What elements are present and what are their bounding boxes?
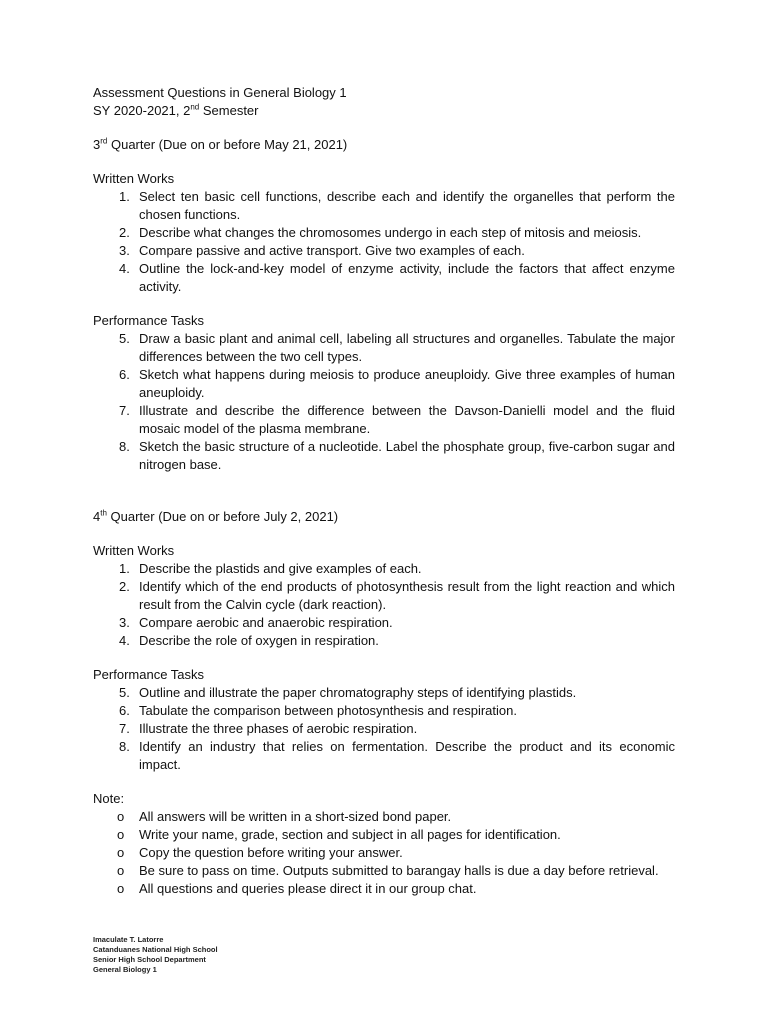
list-item — [93, 366, 675, 402]
item-number: 1. — [119, 561, 130, 576]
q4-written-works-list — [93, 560, 675, 650]
list-item — [93, 560, 675, 578]
item-text: Describe what changes the chromosomes undergo in each step of mitosis and meiosis. — [139, 225, 642, 240]
q3-performance-tasks-list — [93, 330, 675, 474]
item-text: Outline and illustrate the paper chromatography steps of identifying plastids. — [139, 685, 577, 700]
list-item — [93, 402, 675, 438]
item-text: Compare passive and active transport. Give two examples of each. — [139, 243, 525, 258]
document-page — [93, 84, 675, 898]
item-text: All questions and queries please direct it in our group chat. — [139, 881, 477, 896]
bullet-icon: o — [117, 827, 125, 842]
item-number: 4. — [119, 261, 130, 276]
item-text: Identify which of the end products of photosynthesis result from the light reaction and which result from the Calvin cycle (dark reaction). — [139, 579, 675, 612]
q3-heading-text: Quarter (Due on or before May 21, 2021) — [107, 137, 348, 152]
item-text: Select ten basic cell functions, describe each and identify the organelles that perform the chosen functions. — [139, 189, 675, 222]
item-text: Tabulate the comparison between photosynthesis and respiration. — [139, 703, 517, 718]
list-item — [93, 438, 675, 474]
list-item — [93, 826, 675, 844]
document-title: Assessment Questions in General Biology 1 — [93, 85, 347, 100]
item-number: 8. — [119, 739, 130, 754]
item-number: 5. — [119, 331, 130, 346]
semester-text: Semester — [199, 103, 259, 118]
list-item — [93, 862, 675, 880]
item-number: 3. — [119, 243, 130, 258]
q3-ordinal: rd — [100, 136, 108, 146]
q3-written-works-list — [93, 188, 675, 296]
item-number: 4. — [119, 633, 130, 648]
list-item — [93, 188, 675, 224]
item-number: 2. — [119, 225, 130, 240]
item-text: Describe the role of oxygen in respiration. — [139, 633, 379, 648]
list-item — [93, 632, 675, 650]
school-year-line — [93, 102, 675, 120]
list-item — [93, 738, 675, 774]
item-text: Describe the plastids and give examples of each. — [139, 561, 422, 576]
list-item — [93, 844, 675, 862]
q4-number: 4 — [93, 509, 101, 524]
list-item — [93, 720, 675, 738]
note-title: Note: — [93, 791, 125, 806]
footer-school: Catanduanes National High School — [93, 945, 218, 954]
q3-heading — [93, 136, 675, 154]
list-item — [93, 260, 675, 296]
item-text: Copy the question before writing your answer. — [139, 845, 403, 860]
school-year-text: SY 2020-2021, 2 — [93, 103, 191, 118]
item-number: 6. — [119, 703, 130, 718]
item-text: Write your name, grade, section and subject in all pages for identification. — [139, 827, 561, 842]
list-item — [93, 578, 675, 614]
bullet-icon: o — [117, 881, 125, 896]
item-text: Illustrate and describe the difference between the Davson-Danielli model and the fluid mosaic model of the plasma membrane. — [139, 403, 675, 436]
item-number: 8. — [119, 439, 130, 454]
bullet-icon: o — [117, 863, 125, 878]
q3-number: 3 — [93, 137, 101, 152]
bullet-icon: o — [117, 809, 125, 824]
q4-heading — [93, 508, 675, 526]
item-number: 6. — [119, 367, 130, 382]
item-text: Sketch the basic structure of a nucleotide. Label the phosphate group, five-carbon sugar and nitrogen base. — [139, 439, 675, 472]
q3-performance-tasks-title: Performance Tasks — [93, 313, 205, 328]
list-item — [93, 614, 675, 632]
item-text: All answers will be written in a short-sized bond paper. — [139, 809, 452, 824]
list-item — [93, 702, 675, 720]
q4-performance-tasks-title: Performance Tasks — [93, 667, 205, 682]
item-text: Be sure to pass on time. Outputs submitted to barangay halls is due a day before retrieval. — [139, 863, 659, 878]
q4-heading-text: Quarter (Due on or before July 2, 2021) — [106, 509, 339, 524]
list-item — [93, 684, 675, 702]
footer-department: Senior High School Department — [93, 955, 206, 964]
list-item — [93, 808, 675, 826]
q4-ordinal: th — [100, 508, 107, 518]
footer-author: Imaculate T. Latorre — [93, 935, 164, 944]
q3-written-works-title: Written Works — [93, 171, 175, 186]
list-item — [93, 242, 675, 260]
footer-subject: General Biology 1 — [93, 965, 157, 974]
q4-written-works-title: Written Works — [93, 543, 175, 558]
footer — [93, 935, 218, 975]
item-number: 5. — [119, 685, 130, 700]
list-item — [93, 330, 675, 366]
item-number: 7. — [119, 721, 130, 736]
q4-performance-tasks-list — [93, 684, 675, 774]
item-text: Sketch what happens during meiosis to produce aneuploidy. Give three examples of human aneuploidy. — [139, 367, 675, 400]
item-text: Compare aerobic and anaerobic respiration. — [139, 615, 393, 630]
item-number: 2. — [119, 579, 130, 594]
item-text: Outline the lock-and-key model of enzyme activity, include the factors that affect enzyme activity. — [139, 261, 675, 294]
item-number: 1. — [119, 189, 130, 204]
item-number: 7. — [119, 403, 130, 418]
bullet-icon: o — [117, 845, 125, 860]
list-item — [93, 880, 675, 898]
item-number: 3. — [119, 615, 130, 630]
semester-ordinal: nd — [190, 102, 200, 112]
item-text: Draw a basic plant and animal cell, labeling all structures and organelles. Tabulate the major differences between the two cell types. — [139, 331, 675, 364]
item-text: Illustrate the three phases of aerobic respiration. — [139, 721, 418, 736]
note-list — [93, 808, 675, 898]
item-text: Identify an industry that relies on fermentation. Describe the product and its economic impact. — [139, 739, 675, 772]
list-item — [93, 224, 675, 242]
